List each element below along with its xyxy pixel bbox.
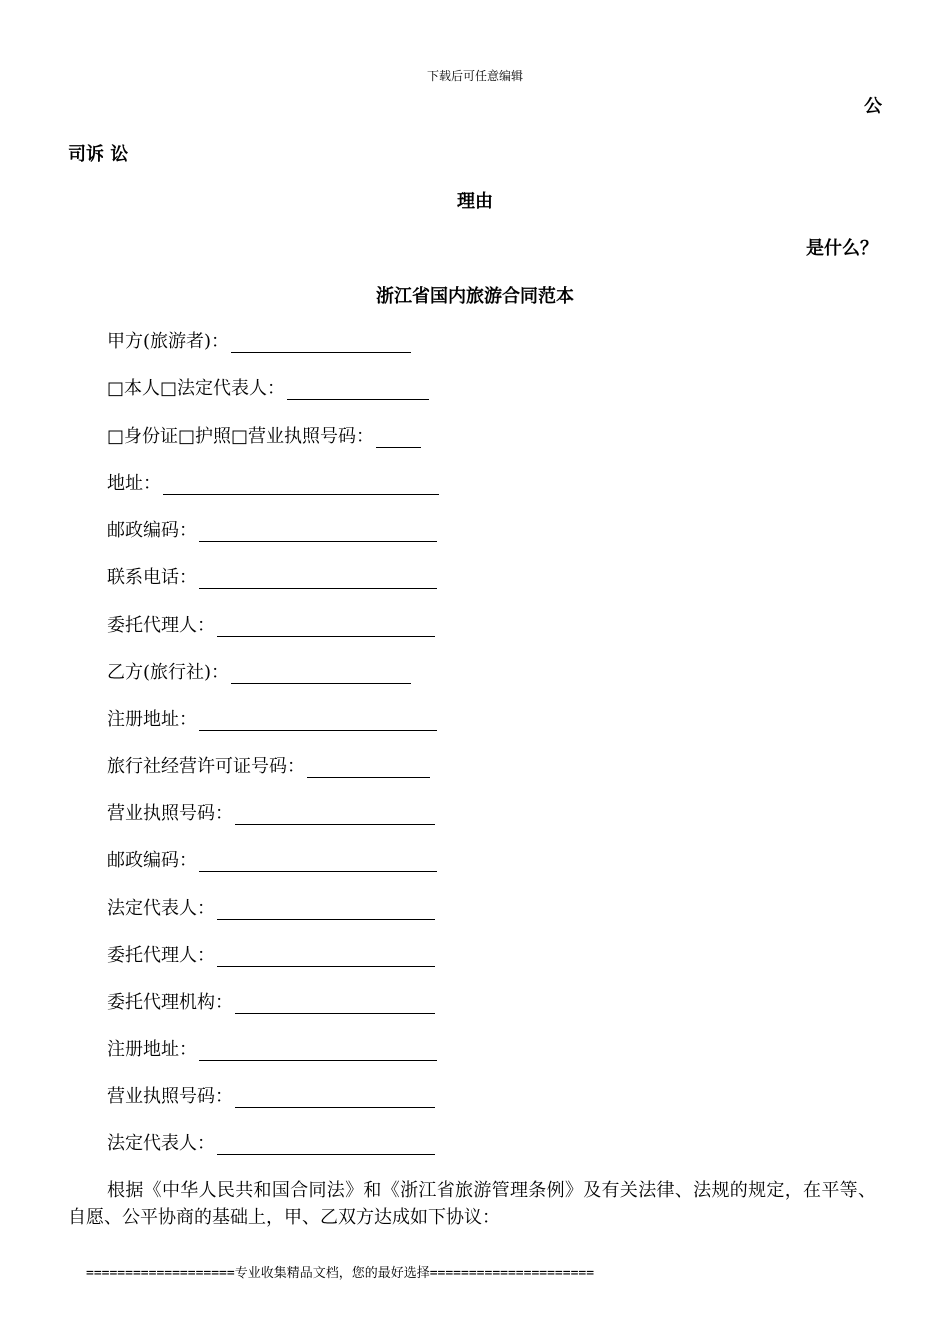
field-id-number [107,422,421,448]
field-label: 委托代理机构： [107,992,233,1013]
field-party-b [107,658,411,684]
field-blank [217,616,435,637]
field-legal-representative [107,894,435,920]
field-label: □本人□法定代表人： [107,378,286,399]
field-label: 营业执照号码： [107,803,233,824]
field-blank [307,757,430,778]
field-blank [199,851,437,872]
field-agency-license [107,752,430,778]
field-postal-code-b [107,846,437,872]
question-part-3: 理由 [457,191,493,212]
intro-paragraph: 根据《中华人民共和国合同法》和《浙江省旅游管理条例》及有关法律、法规的规定，在平等、自愿、公平协商的基础上，甲、乙双方达成如下协议： [68,1180,876,1228]
document-title: 浙江省国内旅游合同范本 [376,286,574,307]
field-label: 邮政编码： [107,520,197,541]
field-blank [217,1134,435,1155]
field-address [107,469,439,495]
field-label: 营业执照号码： [107,1086,233,1107]
field-agent-b [107,941,435,967]
field-business-license-c [107,1082,435,1108]
field-party-a [107,327,411,353]
field-label: 委托代理人： [107,945,215,966]
field-business-license [107,799,435,825]
field-label: 旅行社经营许可证号码： [107,756,305,777]
question-part-2: 司诉 讼 [68,144,129,165]
field-postal-code [107,516,437,542]
field-label: 委托代理人： [107,615,215,636]
field-agent-agency [107,988,435,1014]
field-label: 甲方(旅游者)： [107,331,230,352]
footer-banner: ===================专业收集精品文档，您的最好选择===================== [86,1266,595,1281]
field-blank [231,663,411,684]
field-blank [217,946,435,967]
field-label: 法定代表人： [107,1133,215,1154]
field-label: 法定代表人： [107,898,215,919]
field-blank [163,474,439,495]
field-blank [231,332,411,353]
field-label: 乙方(旅行社)： [107,662,230,683]
question-part-1: 公 [864,96,882,117]
question-part-4: 是什么？ [806,238,878,259]
field-label: 地址： [107,473,161,494]
header-note: 下载后可任意编辑 [426,69,523,83]
field-phone [107,563,437,589]
field-representative-type [107,374,429,400]
field-legal-representative-c [107,1129,435,1155]
field-blank [287,379,429,400]
field-label: 联系电话： [107,567,197,588]
field-blank [199,710,437,731]
field-blank [199,1040,437,1061]
field-label: 注册地址： [107,1039,197,1060]
field-label: 注册地址： [107,709,197,730]
field-label: □身份证□护照□营业执照号码： [107,426,375,447]
field-agent [107,611,435,637]
field-blank [235,993,435,1014]
field-registered-address [107,705,437,731]
field-blank [199,568,437,589]
field-blank [235,1087,435,1108]
field-blank [199,521,437,542]
field-registered-address-c [107,1035,437,1061]
field-blank [235,804,435,825]
field-label: 邮政编码： [107,850,197,871]
field-blank [217,899,435,920]
field-blank [376,427,421,448]
